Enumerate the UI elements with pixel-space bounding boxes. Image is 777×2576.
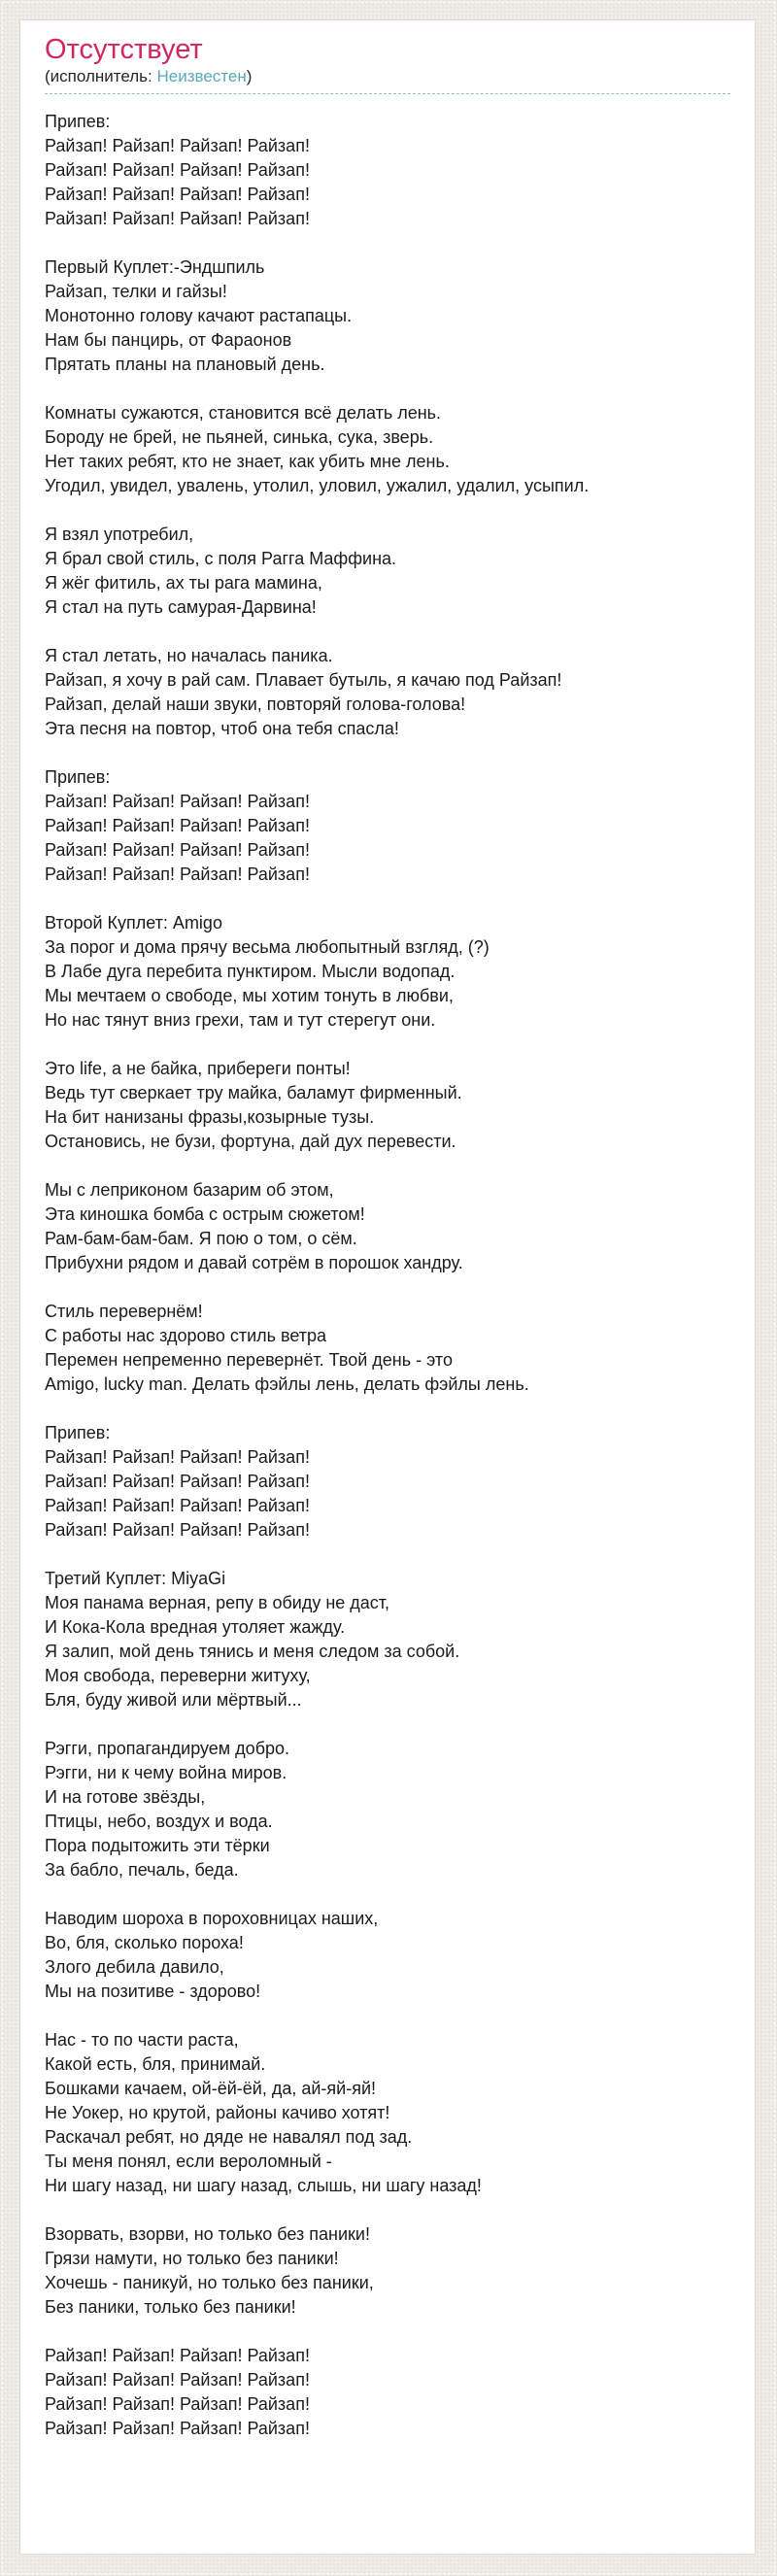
song-header xyxy=(45,33,730,94)
lyric-line: Райзап! Райзап! Райзап! Райзап! xyxy=(45,1520,310,1540)
lyric-line: Рам-бам-бам-бам. Я пою о том, о сём. xyxy=(45,1229,357,1248)
page-title: Отсутствует xyxy=(45,34,203,65)
lyric-line: Первый Куплет:-Эндшпиль xyxy=(45,257,265,277)
lyric-line: Я жёг фитиль, ах ты рага мамина, xyxy=(45,573,322,593)
lyric-line: Я стал на путь самурая-Дарвина! xyxy=(45,597,317,617)
lyric-line: Угодил, увидел, увалень, утолил, уловил, ужалил, удалил, усыпил. xyxy=(45,476,590,495)
lyric-line: За бабло, печаль, беда. xyxy=(45,1860,239,1880)
lyric-line: Райзап! Райзап! Райзап! Райзап! xyxy=(45,1447,310,1467)
stanza xyxy=(45,2028,730,2198)
lyric-line: Райзап! Райзап! Райзап! Райзап! xyxy=(45,864,310,884)
lyric-line: Злого дебила давило, xyxy=(45,1957,224,1977)
lyric-line: Взорвать, взорви, но только без паники! xyxy=(45,2224,370,2244)
lyric-line: Моя свобода, переверни житуху, xyxy=(45,1666,311,1685)
lyric-line: Райзап, я хочу в рай сам. Плавает бутыль, я качаю под Райзап! xyxy=(45,670,562,690)
lyric-line: Бля, буду живой или мёртвый... xyxy=(45,1690,302,1710)
lyric-line: Прибухни рядом и давай сотрём в порошок хандру. xyxy=(45,1253,463,1272)
stanza xyxy=(45,1737,730,1882)
lyric-line: Райзап! Райзап! Райзап! Райзап! xyxy=(45,160,310,180)
lyric-line: Раскачал ребят, но дяде не навалял под зад. xyxy=(45,2127,413,2147)
artist-label-suffix: ) xyxy=(246,67,253,85)
lyric-line: Райзап! Райзап! Райзап! Райзап! xyxy=(45,209,310,228)
lyric-line: Пора подытожить эти тёрки xyxy=(45,1836,270,1855)
stanza xyxy=(45,911,730,1033)
lyrics-card xyxy=(19,19,756,2555)
lyric-line: Райзап! Райзап! Райзап! Райзап! xyxy=(45,2419,310,2438)
lyric-line: Второй Куплет: Amigo xyxy=(45,913,222,932)
lyric-line: Грязи намути, но только без паники! xyxy=(45,2249,339,2268)
lyrics xyxy=(45,110,730,2441)
lyric-line: Нас - то по части раста, xyxy=(45,2030,239,2050)
lyric-line: Райзап! Райзап! Райзап! Райзап! xyxy=(45,2370,310,2390)
lyric-line: Эта песня на повтор, чтоб она тебя спасла! xyxy=(45,719,399,738)
lyric-line: Райзап! Райзап! Райзап! Райзап! xyxy=(45,136,310,155)
lyric-line: Мы с леприконом базарим об этом, xyxy=(45,1180,334,1200)
lyric-line: Нам бы панцирь, от Фараонов xyxy=(45,330,292,350)
stanza xyxy=(45,1907,730,2004)
lyric-line: Райзап! Райзап! Райзап! Райзап! xyxy=(45,185,310,204)
stanza xyxy=(45,110,730,231)
lyric-line: С работы нас здорово стиль ветра xyxy=(45,1326,327,1345)
lyric-line: Ни шагу назад, ни шагу назад, слышь, ни шагу назад! xyxy=(45,2176,482,2195)
lyric-line: Я залип, мой день тянись и меня следом за собой. xyxy=(45,1642,460,1661)
lyric-line: Наводим шороха в пороховницах наших, xyxy=(45,1909,379,1928)
lyric-line: Но нас тянут вниз грехи, там и тут стерегут они. xyxy=(45,1010,436,1030)
lyric-line: Райзап, делай наши звуки, повторяй голова-голова! xyxy=(45,695,466,714)
lyric-line: Amigo, lucky man. Делать фэйлы лень, делать фэйлы лень. xyxy=(45,1374,529,1394)
stanza xyxy=(45,523,730,620)
lyric-line: Это life, а не байка, прибереги понты! xyxy=(45,1059,351,1078)
stanza xyxy=(45,255,730,377)
lyric-line: Рэгги, ни к чему война миров. xyxy=(45,1763,287,1782)
stanza xyxy=(45,1421,730,1542)
lyric-line: На бит нанизаны фразы,козырные тузы. xyxy=(45,1107,375,1127)
lyric-line: За порог и дома прячу весьма любопытный взгляд, (?) xyxy=(45,937,490,957)
lyric-line: Мы мечтаем о свободе, мы хотим тонуть в любви, xyxy=(45,986,454,1005)
lyric-line: Ты меня понял, если вероломный - xyxy=(45,2152,332,2171)
stanza xyxy=(45,401,730,498)
lyric-line: Райзап, телки и гайзы! xyxy=(45,282,227,301)
lyric-line: Райзап! Райзап! Райзап! Райзап! xyxy=(45,792,310,811)
lyric-line: Я брал свой стиль, с поля Рагга Маффина. xyxy=(45,549,397,568)
stanza xyxy=(45,765,730,887)
artist-line xyxy=(45,67,730,86)
lyric-line: Птицы, небо, воздух и вода. xyxy=(45,1812,273,1831)
lyric-line: В Лабе дуга перебита пунктиром. Мысли водопад. xyxy=(45,962,456,981)
lyric-line: Я стал летать, но началась паника. xyxy=(45,646,333,665)
lyric-line: Без паники, только без паники! xyxy=(45,2297,296,2317)
lyric-line: Третий Куплет: MiyaGi xyxy=(45,1569,226,1588)
lyric-line: Рэгги, пропагандируем добро. xyxy=(45,1739,290,1758)
stanza xyxy=(45,1567,730,1712)
lyric-line: Райзап! Райзап! Райзап! Райзап! xyxy=(45,1496,310,1515)
lyric-line: Бороду не брей, не пьяней, синька, сука, зверь. xyxy=(45,427,434,447)
lyric-line: Райзап! Райзап! Райзап! Райзап! xyxy=(45,840,310,860)
lyric-line: Моя панама верная, репу в обиду не даст, xyxy=(45,1593,390,1612)
lyric-line: Бошками качаем, ой-ёй-ёй, да, ай-яй-яй! xyxy=(45,2079,376,2098)
lyric-line: Припев: xyxy=(45,767,111,787)
artist-link[interactable]: Неизвестен xyxy=(156,67,247,85)
lyric-line: Райзап! Райзап! Райзап! Райзап! xyxy=(45,2394,310,2414)
stanza xyxy=(45,1178,730,1275)
stanza xyxy=(45,1300,730,1397)
lyric-line: Я взял употребил, xyxy=(45,525,194,544)
lyric-line: Перемен непременно перевернёт. Твой день - это xyxy=(45,1350,453,1370)
stanza xyxy=(45,1057,730,1154)
artist-label-prefix: (исполнитель: xyxy=(45,67,157,85)
lyric-line: Комнаты сужаются, становится всё делать лень. xyxy=(45,403,442,423)
lyric-line: Остановись, не бузи, фортуна, дай дух перевести. xyxy=(45,1132,456,1151)
stanza xyxy=(45,2222,730,2320)
lyric-line: Не Уокер, но крутой, районы качиво хотят! xyxy=(45,2103,390,2122)
lyric-line: Припев: xyxy=(45,112,111,131)
lyric-line: Хочешь - паникуй, но только без паники, xyxy=(45,2273,374,2292)
lyric-line: Ведь тут сверкает тру майка, баламут фирменный. xyxy=(45,1083,462,1102)
lyric-line: Райзап! Райзап! Райзап! Райзап! xyxy=(45,816,310,835)
lyric-line: Эта киношка бомба с острым сюжетом! xyxy=(45,1204,365,1224)
stanza xyxy=(45,644,730,741)
lyric-line: Прятать планы на плановый день. xyxy=(45,355,325,374)
lyric-line: Райзап! Райзап! Райзап! Райзап! xyxy=(45,2346,310,2365)
lyric-line: И Кока-Кола вредная утоляет жажду. xyxy=(45,1617,346,1637)
lyric-line: И на готове звёзды, xyxy=(45,1787,206,1807)
lyric-line: Райзап! Райзап! Райзап! Райзап! xyxy=(45,1472,310,1491)
lyric-line: Монотонно голову качают растапацы. xyxy=(45,306,353,325)
lyric-line: Мы на позитиве - здорово! xyxy=(45,1982,261,2001)
stanza xyxy=(45,2344,730,2441)
lyric-line: Стиль перевернём! xyxy=(45,1302,203,1321)
lyric-line: Какой есть, бля, принимай. xyxy=(45,2054,266,2074)
lyric-line: Нет таких ребят, кто не знает, как убить мне лень. xyxy=(45,452,450,471)
lyric-line: Во, бля, сколько пороха! xyxy=(45,1933,244,1952)
lyric-line: Припев: xyxy=(45,1423,111,1442)
